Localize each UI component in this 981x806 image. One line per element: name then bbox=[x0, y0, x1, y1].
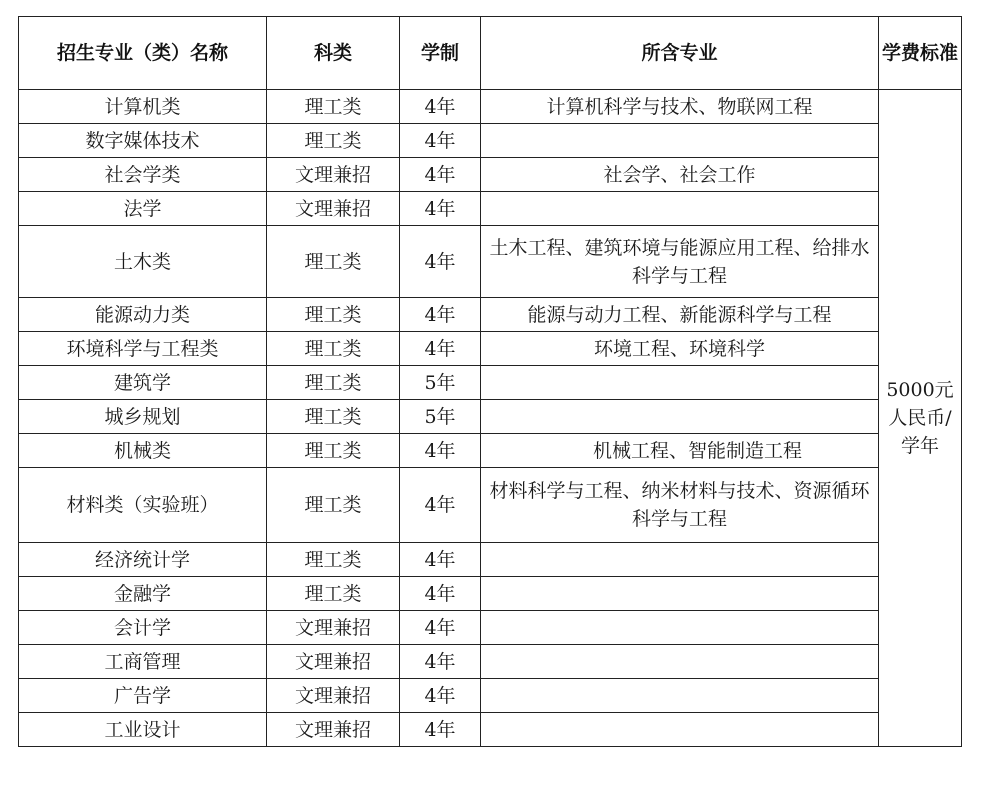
major-duration: 4年 bbox=[400, 679, 481, 713]
header-included-majors: 所含专业 bbox=[481, 17, 879, 90]
included-majors bbox=[481, 713, 879, 747]
header-duration: 学制 bbox=[400, 17, 481, 90]
major-category: 理工类 bbox=[267, 226, 400, 298]
table-row bbox=[19, 468, 962, 543]
major-category: 文理兼招 bbox=[267, 679, 400, 713]
major-name: 能源动力类 bbox=[19, 298, 267, 332]
major-name: 材料类（实验班） bbox=[19, 468, 267, 543]
major-category: 理工类 bbox=[267, 332, 400, 366]
table-row bbox=[19, 366, 962, 400]
major-category: 文理兼招 bbox=[267, 645, 400, 679]
major-category: 理工类 bbox=[267, 366, 400, 400]
header-fee-standard: 学费标准 bbox=[879, 17, 962, 90]
table-row bbox=[19, 226, 962, 298]
major-name: 经济统计学 bbox=[19, 543, 267, 577]
major-category: 理工类 bbox=[267, 90, 400, 124]
table-row bbox=[19, 298, 962, 332]
major-name: 数字媒体技术 bbox=[19, 124, 267, 158]
major-name: 工商管理 bbox=[19, 645, 267, 679]
table-row bbox=[19, 611, 962, 645]
included-majors: 计算机科学与技术、物联网工程 bbox=[481, 90, 879, 124]
major-name: 工业设计 bbox=[19, 713, 267, 747]
major-name: 城乡规划 bbox=[19, 400, 267, 434]
major-name: 金融学 bbox=[19, 577, 267, 611]
major-name: 建筑学 bbox=[19, 366, 267, 400]
major-name: 机械类 bbox=[19, 434, 267, 468]
table-row bbox=[19, 713, 962, 747]
major-category: 理工类 bbox=[267, 298, 400, 332]
table-row bbox=[19, 124, 962, 158]
included-majors: 机械工程、智能制造工程 bbox=[481, 434, 879, 468]
major-name: 环境科学与工程类 bbox=[19, 332, 267, 366]
included-majors bbox=[481, 679, 879, 713]
table-row bbox=[19, 158, 962, 192]
major-duration: 4年 bbox=[400, 226, 481, 298]
major-category: 文理兼招 bbox=[267, 158, 400, 192]
table-row bbox=[19, 577, 962, 611]
included-majors bbox=[481, 611, 879, 645]
major-category: 文理兼招 bbox=[267, 192, 400, 226]
major-duration: 5年 bbox=[400, 366, 481, 400]
table-row bbox=[19, 543, 962, 577]
major-category: 理工类 bbox=[267, 543, 400, 577]
header-row bbox=[19, 17, 962, 90]
major-duration: 4年 bbox=[400, 645, 481, 679]
major-duration: 4年 bbox=[400, 90, 481, 124]
included-majors: 材料科学与工程、纳米材料与技术、资源循环科学与工程 bbox=[481, 468, 879, 543]
table-row bbox=[19, 645, 962, 679]
included-majors bbox=[481, 400, 879, 434]
major-duration: 4年 bbox=[400, 713, 481, 747]
major-category: 文理兼招 bbox=[267, 611, 400, 645]
table-row bbox=[19, 434, 962, 468]
table-row bbox=[19, 400, 962, 434]
fee-standard: 5000元人民币/学年 bbox=[879, 90, 962, 747]
major-duration: 4年 bbox=[400, 543, 481, 577]
major-category: 理工类 bbox=[267, 124, 400, 158]
major-category: 理工类 bbox=[267, 434, 400, 468]
major-duration: 4年 bbox=[400, 434, 481, 468]
included-majors bbox=[481, 577, 879, 611]
major-name: 社会学类 bbox=[19, 158, 267, 192]
included-majors bbox=[481, 645, 879, 679]
included-majors: 社会学、社会工作 bbox=[481, 158, 879, 192]
header-major-name: 招生专业（类）名称 bbox=[19, 17, 267, 90]
table-row bbox=[19, 90, 962, 124]
included-majors bbox=[481, 124, 879, 158]
major-duration: 4年 bbox=[400, 332, 481, 366]
major-name: 土木类 bbox=[19, 226, 267, 298]
major-name: 法学 bbox=[19, 192, 267, 226]
major-category: 文理兼招 bbox=[267, 713, 400, 747]
major-category: 理工类 bbox=[267, 468, 400, 543]
included-majors bbox=[481, 543, 879, 577]
majors-table bbox=[18, 16, 962, 747]
major-category: 理工类 bbox=[267, 400, 400, 434]
major-name: 会计学 bbox=[19, 611, 267, 645]
major-duration: 4年 bbox=[400, 124, 481, 158]
major-category: 理工类 bbox=[267, 577, 400, 611]
included-majors: 土木工程、建筑环境与能源应用工程、给排水科学与工程 bbox=[481, 226, 879, 298]
table-row bbox=[19, 332, 962, 366]
major-duration: 4年 bbox=[400, 298, 481, 332]
included-majors bbox=[481, 192, 879, 226]
major-duration: 4年 bbox=[400, 611, 481, 645]
table-row bbox=[19, 192, 962, 226]
included-majors: 环境工程、环境科学 bbox=[481, 332, 879, 366]
major-name: 计算机类 bbox=[19, 90, 267, 124]
major-duration: 4年 bbox=[400, 468, 481, 543]
header-category: 科类 bbox=[267, 17, 400, 90]
major-duration: 4年 bbox=[400, 577, 481, 611]
major-name: 广告学 bbox=[19, 679, 267, 713]
included-majors bbox=[481, 366, 879, 400]
table-row bbox=[19, 679, 962, 713]
major-duration: 5年 bbox=[400, 400, 481, 434]
major-duration: 4年 bbox=[400, 158, 481, 192]
major-duration: 4年 bbox=[400, 192, 481, 226]
included-majors: 能源与动力工程、新能源科学与工程 bbox=[481, 298, 879, 332]
